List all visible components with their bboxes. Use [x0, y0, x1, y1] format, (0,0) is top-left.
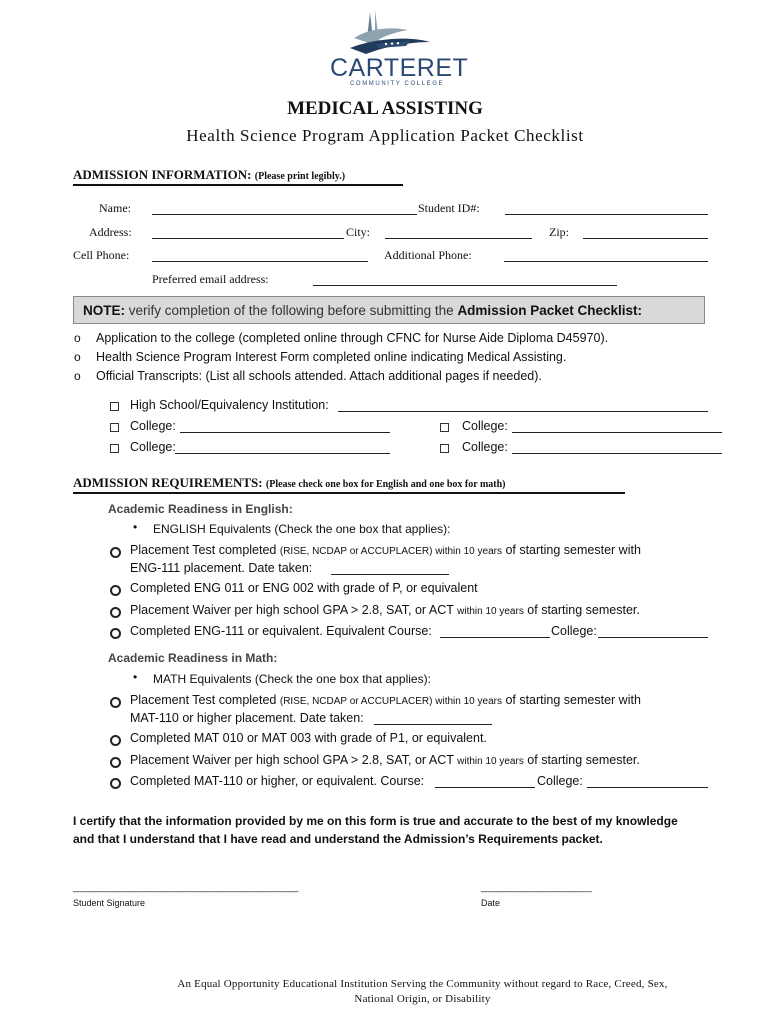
english-placement-date-label: ENG-111 placement. Date taken: [130, 561, 313, 575]
math-bullet-text: MATH Equivalents (Check the one box that applies): [153, 672, 431, 686]
requirements-note: (Please check one box for English and one box for math) [265, 479, 506, 490]
english-placement-c: of starting semester with [501, 543, 641, 557]
city-label: City: [346, 225, 371, 239]
requirements-rule [73, 492, 625, 494]
footer-line-2: National Origin, or Disability [354, 993, 491, 1005]
math-placement-a: Placement Test completed [130, 693, 280, 707]
math-waiver-radio[interactable] [110, 757, 121, 768]
admission-info-heading [73, 167, 345, 183]
name-field[interactable] [152, 214, 417, 215]
english-waiver-c: of starting semester. [523, 603, 640, 617]
english-bullet-dot: • [133, 520, 138, 534]
student-signature-line[interactable]: ___________________________________________________ [73, 882, 298, 892]
english-placement-a: Placement Test completed [130, 543, 280, 557]
admission-info-note: (Please print legibly.) [254, 171, 346, 182]
math-placement-text [130, 693, 641, 707]
english-waiver-b: within 10 years [457, 606, 524, 617]
math-placement-b: (RISE, NCDAP or ACCUPLACER) within 10 years [279, 696, 502, 707]
high-school-label: High School/Equivalency Institution: [130, 398, 329, 412]
name-label: Name: [99, 201, 131, 215]
cell-phone-label: Cell Phone: [73, 248, 130, 262]
sail-logo-icon [326, 8, 456, 60]
student-signature-label: Student Signature [73, 898, 146, 908]
college-2-field[interactable] [512, 432, 722, 433]
college-4-checkbox[interactable] [440, 444, 449, 453]
college-2-label: College: [462, 419, 508, 433]
certify-line-1: I certify that the information provided by me on this form is true and accurate to the best of my knowledge [73, 814, 678, 828]
logo-name: CARTERET [330, 54, 469, 82]
date-signature-label: Date [481, 898, 501, 908]
footer-line-1: An Equal Opportunity Educational Institution Serving the Community without regard to Race, Creed, Sex, [177, 978, 668, 990]
checklist-bullet: o [74, 331, 81, 345]
college-3-field[interactable] [175, 453, 390, 454]
page-subtitle: Health Science Program Application Packet Checklist [186, 126, 584, 145]
note-box [73, 296, 705, 324]
english-waiver-a: Placement Waiver per high school GPA > 2.8, SAT, or ACT [130, 603, 458, 617]
math-placement-radio[interactable] [110, 697, 121, 708]
math-mat110-radio[interactable] [110, 778, 121, 789]
student-id-label: Student ID#: [418, 201, 480, 215]
admission-info-title: ADMISSION INFORMATION: [73, 167, 252, 182]
zip-label: Zip: [549, 225, 569, 239]
college-4-field[interactable] [512, 453, 722, 454]
zip-field[interactable] [583, 238, 708, 239]
english-eng011-radio[interactable] [110, 585, 121, 596]
math-waiver-a: Placement Waiver per high school GPA > 2.8, SAT, or ACT [130, 753, 458, 767]
high-school-field[interactable] [338, 411, 708, 412]
math-mat010-radio[interactable] [110, 735, 121, 746]
address-label: Address: [89, 225, 132, 239]
email-label: Preferred email address: [152, 272, 269, 286]
math-placement-date-label: MAT-110 or higher placement. Date taken: [130, 711, 364, 725]
math-placement-c: of starting semester with [501, 693, 641, 707]
math-college-label: College: [537, 774, 583, 788]
requirements-title: ADMISSION REQUIREMENTS: [73, 475, 263, 490]
college-1-label: College: [130, 419, 176, 433]
page-title: MEDICAL ASSISTING [287, 98, 483, 119]
high-school-checkbox[interactable] [110, 402, 119, 411]
checklist-item-interest-form: Health Science Program Interest Form completed online indicating Medical Assisting. [96, 350, 567, 364]
city-field[interactable] [385, 238, 532, 239]
logo-subtitle: COMMUNITY COLLEGE [350, 81, 445, 87]
certify-line-2: and that I understand that I have read and understand the Admission’s Requirements packet. [73, 832, 603, 846]
english-heading: Academic Readiness in English: [108, 502, 293, 516]
college-3-checkbox[interactable] [110, 444, 119, 453]
college-2-checkbox[interactable] [440, 423, 449, 432]
address-field[interactable] [152, 238, 344, 239]
checklist-bullet: o [74, 369, 81, 383]
math-mat110-text: Completed MAT-110 or higher, or equivalent. Course: [130, 774, 425, 788]
english-eng111-text: Completed ENG-111 or equivalent. Equivalent Course: [130, 624, 432, 638]
math-waiver-c: of starting semester. [523, 753, 640, 767]
math-bullet-dot: • [133, 670, 138, 684]
college-1-field[interactable] [180, 432, 390, 433]
english-placement-text [130, 543, 641, 557]
english-waiver-radio[interactable] [110, 607, 121, 618]
math-waiver-text [130, 753, 640, 767]
math-mat010-text: Completed MAT 010 or MAT 003 with grade of P1, or equivalent. [130, 731, 487, 745]
checklist-item-transcripts: Official Transcripts: (List all schools attended. Attach additional pages if needed). [96, 369, 542, 383]
additional-phone-field[interactable] [504, 261, 708, 262]
email-field[interactable] [313, 285, 617, 286]
requirements-heading [73, 475, 506, 491]
math-college-field[interactable] [587, 787, 708, 788]
checklist-bullet: o [74, 350, 81, 364]
admission-info-rule [73, 184, 403, 186]
note-text: verify completion of the following before submitting the [125, 303, 458, 318]
college-3-label: College: [130, 440, 176, 454]
note-prefix: NOTE: [83, 303, 125, 318]
note-bold: Admission Packet Checklist: [457, 303, 643, 318]
math-waiver-b: within 10 years [457, 756, 524, 767]
english-bullet-text: ENGLISH Equivalents (Check the one box that applies): [153, 522, 451, 536]
student-id-field[interactable] [505, 214, 708, 215]
math-date-field[interactable] [374, 724, 492, 725]
checklist-item-application: Application to the college (completed online through CFNC for Nurse Aide Diploma D45970). [96, 331, 609, 345]
cell-phone-field[interactable] [152, 261, 368, 262]
additional-phone-label: Additional Phone: [384, 248, 472, 262]
english-eng111-radio[interactable] [110, 628, 121, 639]
english-college-label: College: [551, 624, 597, 638]
english-placement-b: (RISE, NCDAP or ACCUPLACER) within 10 years [279, 546, 502, 557]
english-eng011-text: Completed ENG 011 or ENG 002 with grade of P, or equivalent [130, 581, 478, 595]
college-4-label: College: [462, 440, 508, 454]
college-1-checkbox[interactable] [110, 423, 119, 432]
college-logo [326, 8, 469, 90]
english-waiver-text [130, 603, 640, 617]
math-course-field[interactable] [435, 787, 535, 788]
date-signature-line[interactable]: _________________________ [481, 882, 592, 892]
english-date-field[interactable] [331, 574, 449, 575]
english-college-field[interactable] [598, 637, 708, 638]
english-placement-radio[interactable] [110, 547, 121, 558]
math-heading: Academic Readiness in Math: [108, 651, 278, 665]
english-course-field[interactable] [440, 637, 550, 638]
